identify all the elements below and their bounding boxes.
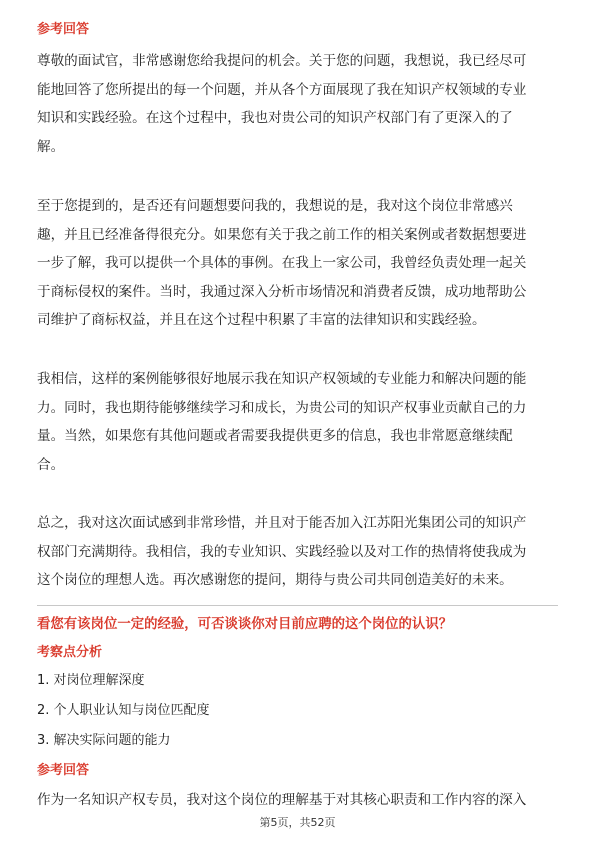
text-line: 尊敬的面试官，非常感谢您给我提问的机会。关于您的问题，我想说，我已经尽可 — [37, 53, 527, 69]
page-number: 第5页，共52页 — [259, 816, 336, 829]
text-line: 力。同时，我也期待能够继续学习和成长，为贵公司的知识产权事业贡献自己的力 — [37, 399, 527, 416]
text-line: 量。当然，如果您有其他问题或者需要我提供更多的信息，我也非常愿意继续配 — [37, 428, 513, 445]
text-line: 司维护了商标权益，并且在这个过程中积累了丰富的法律知识和实践经验。 — [37, 312, 486, 329]
reference-answer-heading: 参考回答 — [37, 22, 90, 37]
interview-question: 看您有该岗位一定的经验，可否谈谈你对目前应聘的这个岗位的认识？ — [37, 617, 453, 632]
text-line: 总之，我对这次面试感到非常珍惜，并且对于能否加入江苏阳光集团公司的知识产 — [37, 515, 527, 531]
text-line: 权部门充满期待。我相信，我的专业知识、实践经验以及对工作的热情将使我成为 — [37, 543, 527, 560]
text-line: 能地回答了您所提出的每一个问题，并从各个方面展现了我在知识产权领域的专业 — [37, 81, 527, 98]
text-line: 作为一名知识产权专员，我对这个岗位的理解基于对其核心职责和工作内容的深入 — [37, 792, 527, 808]
analysis-point: 2. 个人职业认知与岗位匹配度 — [37, 703, 210, 718]
analysis-point: 1. 对岗位理解深度 — [37, 673, 145, 688]
text-line: 解。 — [37, 138, 65, 155]
text-line: 于商标侵权的案件。当时，我通过深入分析市场情况和消费者反馈，成功地帮助公 — [37, 283, 527, 300]
text-line: 至于您提到的，是否还有问题想要问我的，我想说的是，我对这个岗位非常感兴 — [37, 198, 513, 214]
answer-paragraph — [37, 192, 563, 335]
analysis-point: 3. 解决实际问题的能力 — [37, 733, 171, 748]
answer-paragraph — [37, 786, 563, 815]
text-line: 合。 — [37, 456, 65, 473]
section-divider — [37, 605, 558, 606]
analysis-heading: 考察点分析 — [37, 645, 103, 660]
answer-paragraph — [37, 47, 563, 161]
text-line: 知识和实践经验。在这个过程中，我也对贵公司的知识产权部门有了更深入的了 — [37, 110, 513, 127]
answer-paragraph — [37, 365, 563, 479]
text-line: 这个岗位的理想人选。再次感谢您的提问，期待与贵公司共同创造美好的未来。 — [37, 572, 513, 589]
reference-answer-heading: 参考回答 — [37, 763, 90, 778]
text-line: 趣，并且已经准备得很充分。如果您有关于我之前工作的相关案例或者数据想要进 — [37, 226, 527, 243]
answer-paragraph — [37, 509, 563, 595]
text-line: 我相信，这样的案例能够很好地展示我在知识产权领域的专业能力和解决问题的能 — [37, 371, 527, 387]
text-line: 一步了解，我可以提供一个具体的事例。在我上一家公司，我曾经负责处理一起关 — [37, 255, 527, 272]
